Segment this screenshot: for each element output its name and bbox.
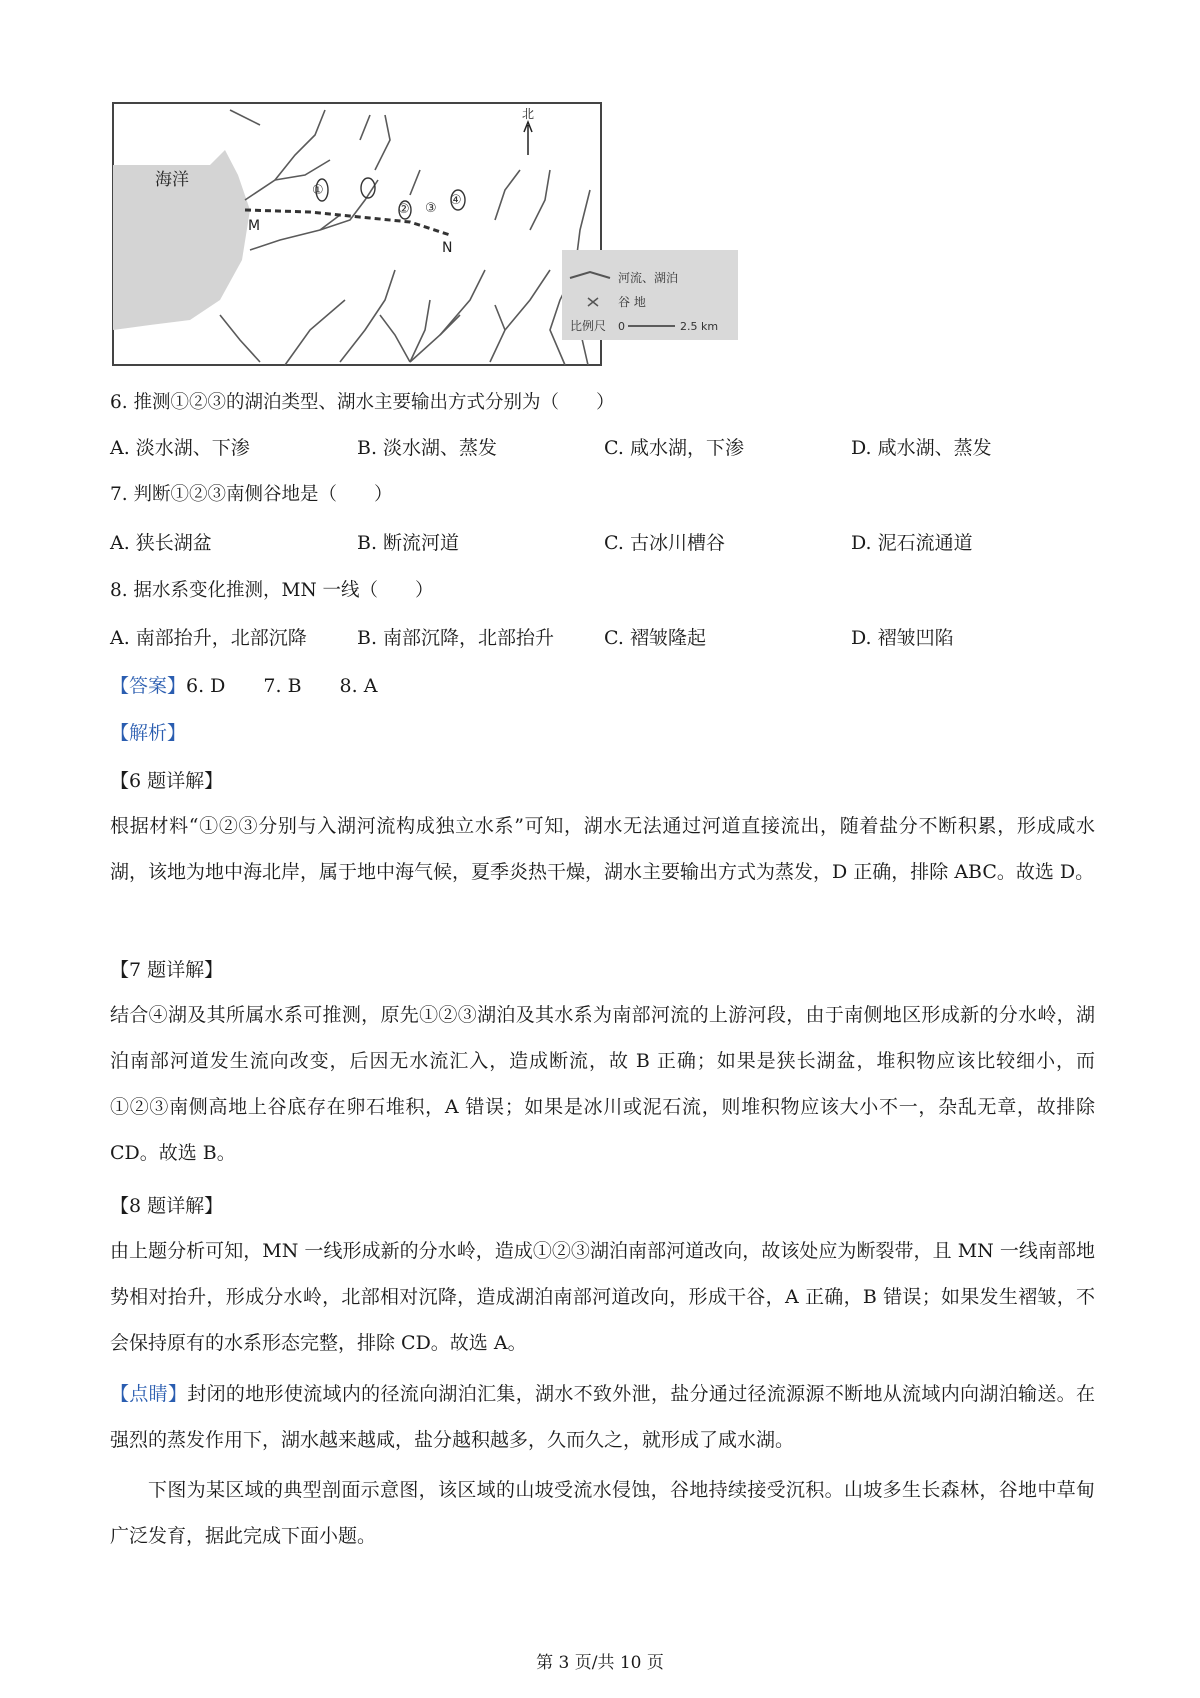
question-8-option-d: D. 褶皱凹陷	[851, 627, 954, 649]
question-8-option-a: A. 南部抬升，北部沉降	[110, 627, 307, 649]
tip-label: 【点睛】	[110, 1383, 188, 1405]
question-6-option-b: B. 淡水湖、蒸发	[357, 437, 498, 459]
ocean-label: 海洋	[155, 170, 189, 190]
scale-value: 2.5 km	[680, 320, 719, 333]
question-6-option-a: A. 淡水湖、下渗	[110, 437, 250, 459]
answer-label: 【答案】	[110, 675, 187, 697]
scale-label: 比例尺	[570, 319, 607, 333]
answer-line	[110, 673, 377, 699]
question-8-option-c: C. 褶皱隆起	[604, 627, 706, 649]
scale-zero: 0	[618, 320, 625, 333]
answer-text: 6. D 7. B 8. A	[186, 675, 378, 697]
detail-8-title: 【8 题详解】	[110, 1195, 224, 1217]
question-6-option-c: C. 咸水湖，下渗	[604, 437, 744, 459]
question-6-option-d: D. 咸水湖、蒸发	[851, 437, 992, 459]
question-7-option-c: C. 古冰川槽谷	[604, 532, 725, 554]
detail-7-title: 【7 题详解】	[110, 959, 224, 981]
tip-paragraph	[110, 1371, 1095, 1463]
tip-text: 封闭的地形使流域内的径流向湖泊汇集，湖水不致外泄，盐分通过径流源源不断地从流域内向湖泊输送。在强烈的蒸发作用下，湖水越来越咸，盐分越积越多，久而久之，就形成了咸水湖。	[110, 1383, 1095, 1451]
detail-8-text: 由上题分析可知，MN 一线形成新的分水岭，造成①②③湖泊南部河道改向，故该处应为断裂带，且 MN 一线南部地势相对抬升，形成分水岭，北部相对沉降，造成湖泊南部河道改向，形成干谷，A 正确，B 错误；如果发生褶皱，不会保持原有的水系形态完整，排除 CD。故选 A。	[110, 1240, 1095, 1354]
question-7-option-b: B. 断流河道	[357, 532, 460, 554]
legend-river-label: 河流、湖泊	[618, 271, 679, 285]
analysis-label: 【解析】	[110, 722, 187, 744]
question-7-stem: 7. 判断①②③南侧谷地是（ ）	[110, 484, 393, 505]
lake-label-3: ③	[425, 201, 437, 216]
legend-valley-label: 谷 地	[618, 295, 646, 309]
question-8-option-b: B. 南部沉降，北部抬升	[357, 627, 555, 649]
point-m-label: M	[248, 218, 261, 234]
detail-6-title: 【6 题详解】	[110, 770, 224, 792]
question-8-stem: 8. 据水系变化推测，MN 一线（ ）	[110, 580, 434, 601]
drainage-map	[110, 100, 810, 375]
detail-6-text: 根据材料“①②③分别与入湖河流构成独立水系”可知，湖水无法通过河道直接流出，随着盐分不断积累，形成咸水湖，该地为地中海北岸，属于地中海气候，夏季炎热干燥，湖水主要输出方式为蒸发，D 正确，排除 ABC。故选 D。	[110, 815, 1095, 883]
question-6-stem: 6. 推测①②③的湖泊类型、湖水主要输出方式分别为（ ）	[110, 392, 615, 413]
question-7-option-a: A. 狭长湖盆	[110, 532, 212, 554]
next-intro-text: 下图为某区域的典型剖面示意图，该区域的山坡受流水侵蚀，谷地持续接受沉积。山坡多生长森林，谷地中草甸广泛发育，据此完成下面小题。	[110, 1479, 1095, 1547]
lake-label-4: ④	[450, 193, 462, 208]
page-footer: 第 3 页/共 10 页	[536, 1653, 664, 1673]
lake-label-2: ②	[398, 202, 410, 217]
north-label: 北	[522, 107, 535, 121]
point-n-label: N	[442, 240, 453, 256]
question-7-option-d: D. 泥石流通道	[851, 532, 973, 554]
detail-7-text: 结合④湖及其所属水系可推测，原先①②③湖泊及其水系为南部河流的上游河段，由于南侧地区形成新的分水岭，湖泊南部河道发生流向改变，后因无水流汇入，造成断流，故 B 正确；如果是狭长湖盆，堆积物应该比较细小，而①②③南侧高地上谷底存在卵石堆积，A 错误；如果是冰川或泥石流，则堆积物应该大小不一，杂乱无章，故排除 CD。故选 B。	[110, 1004, 1095, 1164]
lake-label-1: ①	[312, 183, 324, 198]
